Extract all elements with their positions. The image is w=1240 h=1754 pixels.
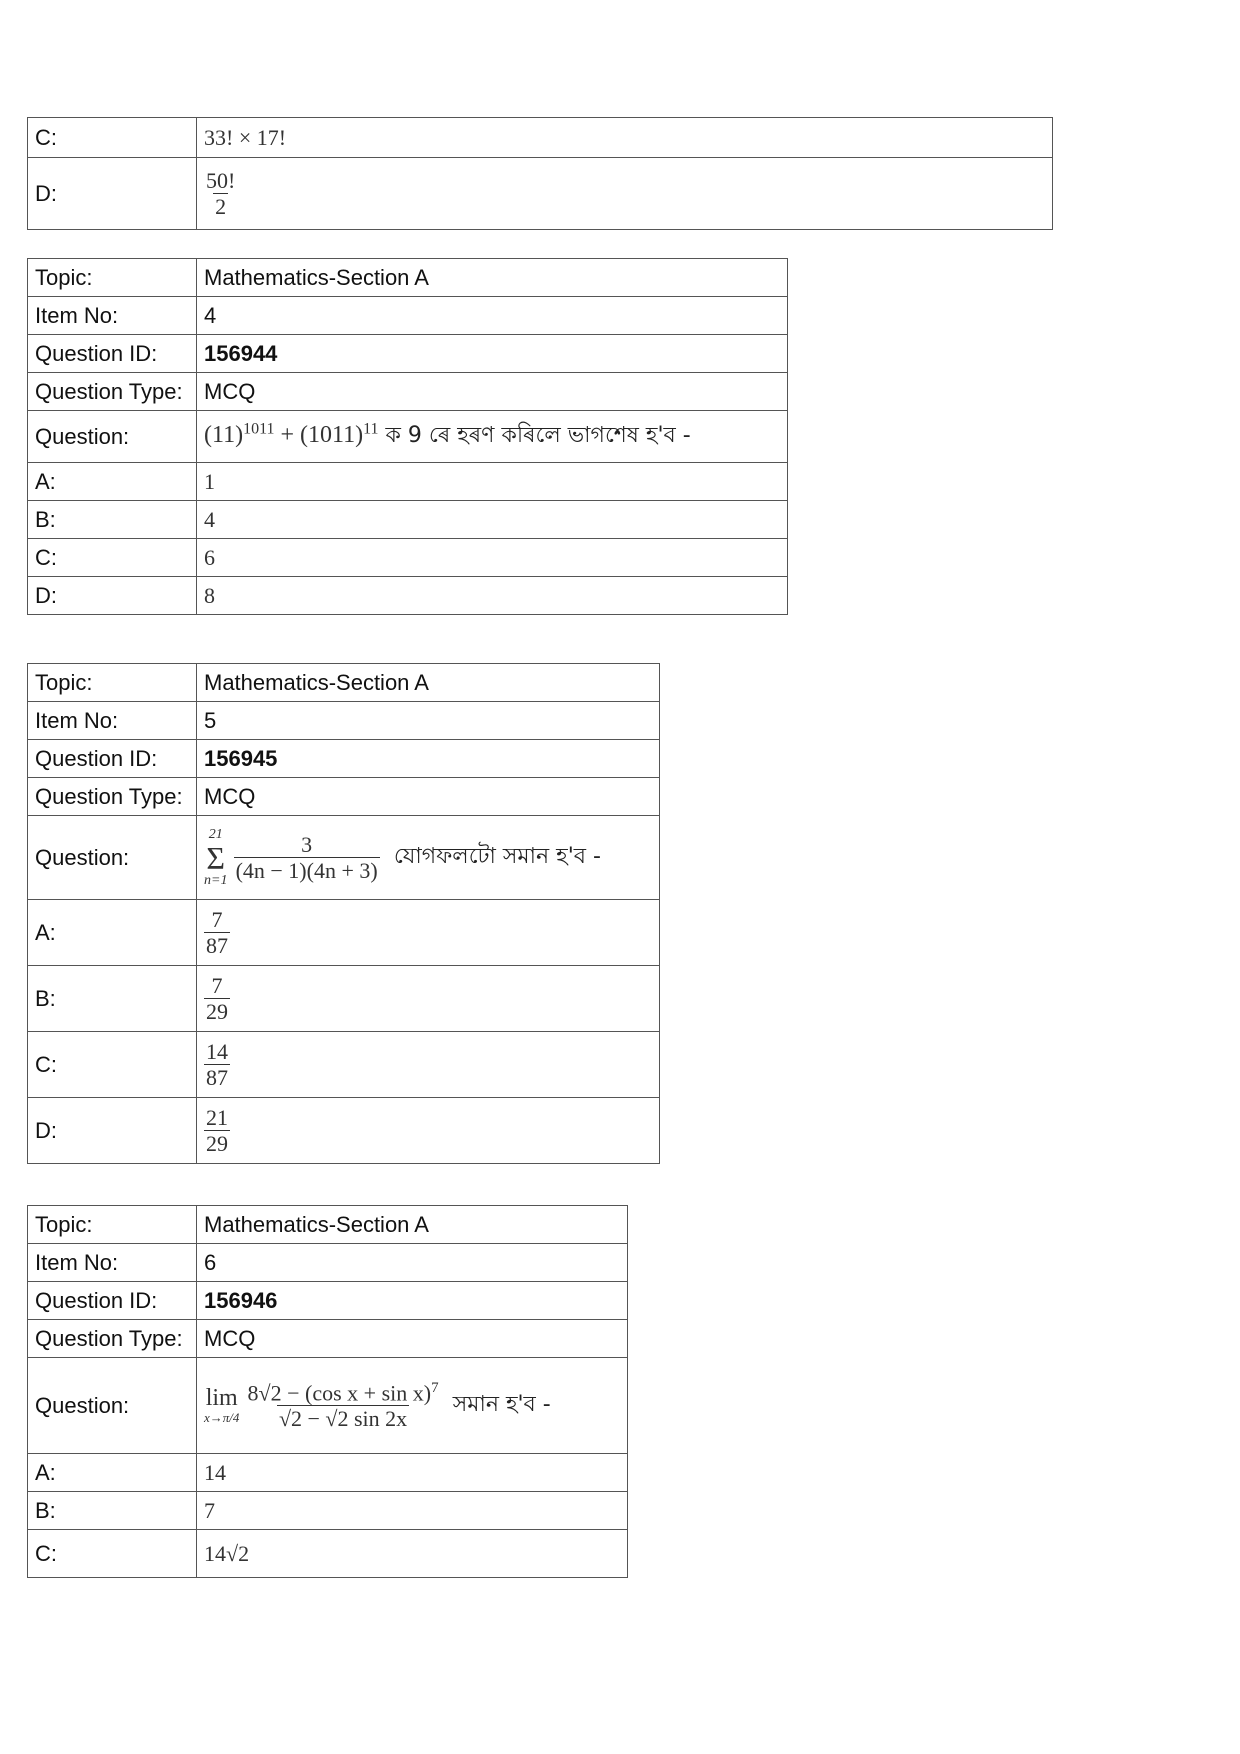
qtype-row — [28, 1320, 628, 1358]
option-row-b — [28, 1492, 628, 1530]
option-label: D: — [28, 1098, 197, 1164]
topic-label: Topic: — [28, 664, 197, 702]
limit-approach: x→π/4 — [204, 1410, 240, 1426]
numerator: 3 — [301, 831, 313, 857]
option-label: C: — [28, 1032, 197, 1098]
option-row-c — [28, 1530, 628, 1578]
option-label: C: — [28, 1530, 197, 1578]
qtype-row — [28, 778, 660, 816]
question-row — [28, 1358, 628, 1454]
qtype-value: MCQ — [197, 373, 788, 411]
option-value: 8 — [197, 577, 788, 615]
topic-value: Mathematics-Section A — [197, 259, 788, 297]
question-assamese-text: সমান হ'ব - — [452, 1392, 551, 1418]
qid-row — [28, 740, 660, 778]
option-row-b — [28, 966, 660, 1032]
option-label: C: — [28, 118, 197, 158]
topic-value: Mathematics-Section A — [197, 1206, 628, 1244]
option-value: 14√2 — [197, 1530, 628, 1578]
qid-row — [28, 335, 788, 373]
qid-label: Question ID: — [28, 1282, 197, 1320]
numerator-text: 8√2 − (cos x + sin x) — [247, 1379, 432, 1405]
option-label: A: — [28, 900, 197, 966]
question-table-item-4 — [27, 258, 788, 615]
numerator: 14 — [206, 1038, 228, 1064]
topic-value: Mathematics-Section A — [197, 664, 660, 702]
qtype-label: Question Type: — [28, 1320, 197, 1358]
numerator: 7 — [211, 972, 223, 998]
option-value: 4 — [197, 501, 788, 539]
math-base: (1011) — [300, 422, 364, 448]
question-text — [197, 1358, 628, 1454]
item-row — [28, 297, 788, 335]
numerator: 21 — [206, 1104, 228, 1130]
question-table-continued — [27, 117, 1053, 230]
option-value — [197, 966, 660, 1032]
question-row — [28, 411, 788, 463]
denominator: 87 — [206, 933, 228, 958]
denominator: 87 — [206, 1065, 228, 1090]
qid-label: Question ID: — [28, 335, 197, 373]
denominator: 29 — [206, 1131, 228, 1156]
question-text — [197, 816, 660, 900]
math-exponent: 11 — [363, 420, 379, 438]
option-label: B: — [28, 501, 197, 539]
option-row-a — [28, 1454, 628, 1492]
topic-row — [28, 259, 788, 297]
qtype-label: Question Type: — [28, 373, 197, 411]
sum-lower-limit: n=1 — [204, 872, 228, 888]
item-row — [28, 702, 660, 740]
option-value: 7 — [197, 1492, 628, 1530]
option-value — [197, 1098, 660, 1164]
option-row-d — [28, 1098, 660, 1164]
option-value: 14 — [197, 1454, 628, 1492]
fraction — [204, 168, 237, 220]
topic-label: Topic: — [28, 259, 197, 297]
fraction — [246, 1380, 441, 1432]
question-text — [197, 411, 788, 463]
item-row — [28, 1244, 628, 1282]
limit-word: lim — [205, 1385, 238, 1412]
qid-value: 156944 — [197, 335, 788, 373]
question-table-item-5 — [27, 663, 660, 1164]
option-label: B: — [28, 1492, 197, 1530]
numerator: 7 — [211, 906, 223, 932]
option-value — [197, 158, 1053, 230]
option-row-d — [28, 158, 1053, 230]
option-value: 33! × 17! — [197, 118, 1053, 158]
item-value: 4 — [197, 297, 788, 335]
qtype-value: MCQ — [197, 1320, 628, 1358]
option-row-a — [28, 900, 660, 966]
question-assamese-text: ক 9 ৰে হৰণ কৰিলে ভাগশেষ হ'ব - — [378, 423, 691, 448]
qtype-row — [28, 373, 788, 411]
question-assamese-text: যোগফলটো সমান হ'ব - — [393, 844, 601, 870]
fraction — [204, 1039, 230, 1091]
item-value: 5 — [197, 702, 660, 740]
summation — [204, 828, 227, 888]
option-label: D: — [28, 577, 197, 615]
question-table-item-6 — [27, 1205, 628, 1578]
option-row-c — [28, 118, 1053, 158]
topic-row — [28, 664, 660, 702]
question-label: Question: — [28, 1358, 197, 1454]
fraction — [204, 973, 230, 1025]
math-exponent: 1011 — [243, 420, 275, 438]
option-value: 6 — [197, 539, 788, 577]
question-row — [28, 816, 660, 900]
denominator: 2 — [215, 194, 227, 219]
option-label: B: — [28, 966, 197, 1032]
limit-operator — [204, 1386, 239, 1425]
qid-label: Question ID: — [28, 740, 197, 778]
topic-label: Topic: — [28, 1206, 197, 1244]
question-label: Question: — [28, 411, 197, 463]
denominator: 29 — [206, 999, 228, 1024]
denominator: √2 − √2 sin 2x — [278, 1406, 408, 1432]
option-label: D: — [28, 158, 197, 230]
option-row-a — [28, 463, 788, 501]
qid-value: 156946 — [197, 1282, 628, 1320]
topic-row — [28, 1206, 628, 1244]
item-value: 6 — [197, 1244, 628, 1282]
qid-row — [28, 1282, 628, 1320]
math-exponent: 7 — [431, 1379, 439, 1396]
option-label: A: — [28, 1454, 197, 1492]
math-plus: + — [274, 422, 301, 448]
option-value — [197, 900, 660, 966]
sigma-symbol: Σ — [206, 839, 226, 876]
fraction — [204, 907, 230, 959]
numerator: 50! — [206, 167, 236, 193]
numerator — [246, 1380, 441, 1406]
option-row-c — [28, 1032, 660, 1098]
option-value — [197, 1032, 660, 1098]
qid-value: 156945 — [197, 740, 660, 778]
item-label: Item No: — [28, 1244, 197, 1282]
fraction — [234, 832, 380, 884]
fraction — [204, 1105, 230, 1157]
option-row-d — [28, 577, 788, 615]
item-label: Item No: — [28, 702, 197, 740]
item-label: Item No: — [28, 297, 197, 335]
sum-upper-limit: 21 — [208, 826, 223, 842]
denominator: (4n − 1)(4n + 3) — [235, 858, 378, 883]
option-row-b — [28, 501, 788, 539]
qtype-label: Question Type: — [28, 778, 197, 816]
option-row-c — [28, 539, 788, 577]
option-label: C: — [28, 539, 197, 577]
math-base: (11) — [204, 422, 244, 448]
qtype-value: MCQ — [197, 778, 660, 816]
question-label: Question: — [28, 816, 197, 900]
option-value: 1 — [197, 463, 788, 501]
option-label: A: — [28, 463, 197, 501]
